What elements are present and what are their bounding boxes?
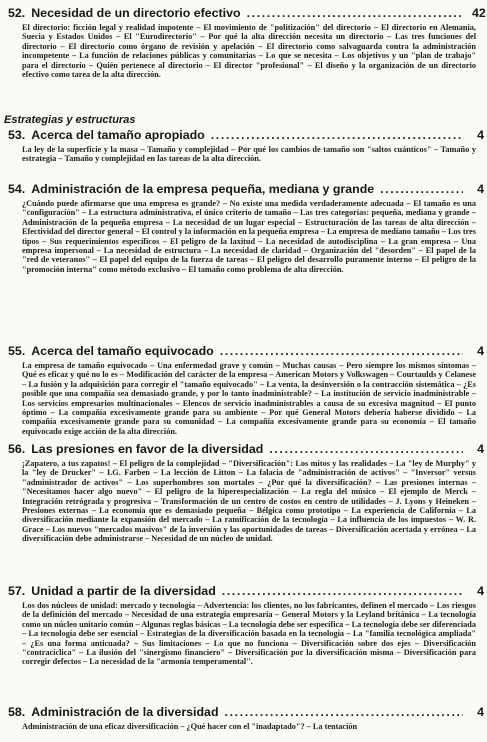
page-number: 4 xyxy=(477,182,484,196)
dot-leader xyxy=(269,442,463,457)
chapter-number: 53. xyxy=(8,128,26,142)
toc-entry-57 xyxy=(8,584,484,667)
chapter-heading xyxy=(8,128,484,143)
chapter-summary: Los dos núcleos de unidad: mercado y tecnología – Advertencia: los clientes, no los fabricantes, definen el mercado – Los riesgos de la definición del mercado – Necesidad de una estrategia empresaria – General Motors y la Leyland británica – La tecnología como un núcleo unitario común – Algunas reglas básicas – La tecnología debe ser específica – La tecnología debe ser diferenciada – La tecnología debe ser esencial – Estrategias de la diversificación basada en la tecnología – La "familia tecnológica ampliada" – ¿Es una forma anticuada? – Sus limitaciones – Lo que no funciona – Diversificación sobre dos ejes – Diversificación "contracíclica" – La ilusión del "sinergismo financiero" – Diversificación por la diversificación misma – Diversificación para corregir defectos – La necesidad de la "armonía temperamental". xyxy=(22,601,476,667)
chapter-title: Acerca del tamaño apropiado xyxy=(31,128,205,142)
chapter-heading xyxy=(8,6,486,21)
chapter-title: Necesidad de un directorio efectivo xyxy=(31,6,241,20)
page-number: 4 xyxy=(477,705,484,719)
toc-entry-58 xyxy=(8,705,484,731)
toc-entry-52 xyxy=(8,6,486,80)
chapter-number: 56. xyxy=(8,442,26,456)
page-number: 4 xyxy=(477,584,484,598)
page-number: 4 xyxy=(477,344,484,358)
dot-leader xyxy=(220,344,463,359)
chapter-summary: El directorio: ficción legal y realidad impotente – El movimiento de "politización" del directorio – El directorio en Alemania, Suecia y Estados Unidos – El "Eurodirectorio" – Por qué la alta dirección necesita un directorio – Las tres funciones del directorio – El directorio como órgano de revisión y apelación – El directorio como salvaguarda contra la administración incompetente – La función de relaciones públicas y comunitarias – Lo que se necesita – Los objetivos y un "plan de trabajo" para el directorio – Quién pertenece al directorio – El director "profesional" – El diseño y la organización de un directorio efectivo como tarea de la alta dirección. xyxy=(22,23,476,80)
chapter-summary: Administración de una eficaz diversificación – ¿Qué hacer con el "inadaptado"? – La tentación xyxy=(22,722,358,731)
dot-leader xyxy=(225,705,463,720)
chapter-title: Administración de la diversidad xyxy=(31,705,219,719)
chapter-title: Administración de la empresa pequeña, mediana y grande xyxy=(31,182,375,196)
toc-entry-56 xyxy=(8,442,484,544)
chapter-number: 55. xyxy=(8,344,26,358)
toc-entry-53 xyxy=(8,128,484,164)
chapter-heading xyxy=(8,584,484,599)
page-number: 4 xyxy=(477,442,484,456)
dot-leader xyxy=(222,584,463,599)
toc-entry-55 xyxy=(8,344,484,436)
chapter-title: Acerca del tamaño equivocado xyxy=(31,344,214,358)
chapter-summary: La ley de la superficie y la masa – Tamaño y complejidad – Por qué los cambios de tamaño son "saltos cuánticos" – Tamaño y estrategia – Tamaño y complejidad en las tareas de la alta dirección. xyxy=(22,145,476,164)
chapter-number: 57. xyxy=(8,584,26,598)
chapter-number: 58. xyxy=(8,705,26,719)
chapter-heading xyxy=(8,705,484,720)
page-number: 4 xyxy=(477,128,484,142)
section-label: Estrategias y estructuras xyxy=(4,114,136,126)
chapter-heading xyxy=(8,182,484,197)
chapter-summary: ¿Cuándo puede afirmarse que una empresa es grande? – No existe una medida verdaderamente adecuada – El tamaño es una "configuración" – La estructura administrativa, el único criterio de tamaño – Las tres categorías: pequeña, mediana y grande – Administración de la pequeña empresa – La necesidad de un lugar especial – Estructuración de las tareas de alta dirección – Efectividad del director general – El control y la información en la pequeña empresa – La empresa de mediano tamaño – Los tres tipos – Sus requerimientos específicos – El peligro de la laxitud – La necesidad de autodisciplina – La gran empresa – Una empresa impersonal – La necesidad de estructura – La necesidad de claridad – Organización del "desorden" – El papel de la "red de veteranos" – El papel del equipo de la fuerza de tareas – El peligro del desarrollo puramente interno – El peligro de la "promoción interna" como método exclusivo – El tamaño como problema de alta dirección. xyxy=(22,199,476,274)
chapter-title: Las presiones en favor de la diversidad xyxy=(31,442,264,456)
chapter-title: Unidad a partir de la diversidad xyxy=(31,584,216,598)
dot-leader xyxy=(380,182,463,197)
chapter-heading xyxy=(8,344,484,359)
chapter-number: 54. xyxy=(8,182,26,196)
toc-entry-54 xyxy=(8,182,484,274)
chapter-number: 52. xyxy=(8,6,26,20)
chapter-heading xyxy=(8,442,484,457)
page-number: 42 xyxy=(472,6,486,20)
dot-leader xyxy=(211,128,463,143)
chapter-summary: La empresa de tamaño equivocado – Una enfermedad grave y común – Muchas causas – Pero siempre los mismos síntomas – Qué es eficaz y qué no lo es – Modificación del carácter de la empresa – American Motors y Volkswagen – Courtaulds y Celanese – La fusión y la adquisición para corregir el "tamaño equivocado" – La venta, la desinversión o la contracción sistemática – ¿Es posible que una compañía sea demasiado grande, y por lo tanto inadministrable? – La institución de servicio inadministrable – Los servicios empresarios multinacionales – Elencos de servicio inadministrables a causa de su excesiva magnitud – El punto óptimo – La compañía excesivamente grande para su ambiente – Por qué General Motors debería haberse dividido – La compañía excesivamente grande para su comunidad – La compañía excesivamente grande para su economía – El tamaño equivocado exige acción de la alta dirección. xyxy=(22,361,476,436)
chapter-summary: ¡Zapatero, a tus zapatos! – El peligro de la complejidad – "Diversificación": Los mitos y las realidades – La "ley de Murphy" y la "ley de Drucker" – I.G. Farben – La lección de Litton – La falacia de "administración de activos" – "Inversor" versus "administrador de activos" – Los superhombres son mortales – ¿Por qué la diversificación? – Las presiones internas – "Necesitamos hacer algo nuevo" – El peligro de la hiperespecialización – La regla del músico – El ejemplo de Merck – Integración retrógrada y progresiva – Transformación de un centro de costos en centro de utilidades – J. Lyons y Heineken – Presiones externas – La economía que es demasiado pequeña – Bélgica como prototipo – La experiencia de California – La diversificación mediante la expansión del mercado – La ramificación de la tecnología – La influencia de los impuestos – W. R. Grace – Los nuevos "mercados masivos" de la inversión y las oportunidades de tareas – Diversificación acertada y errónea – La diversificación debe administrarse – Necesidad de un núcleo de unidad. xyxy=(22,459,476,544)
dot-leader xyxy=(247,6,463,21)
